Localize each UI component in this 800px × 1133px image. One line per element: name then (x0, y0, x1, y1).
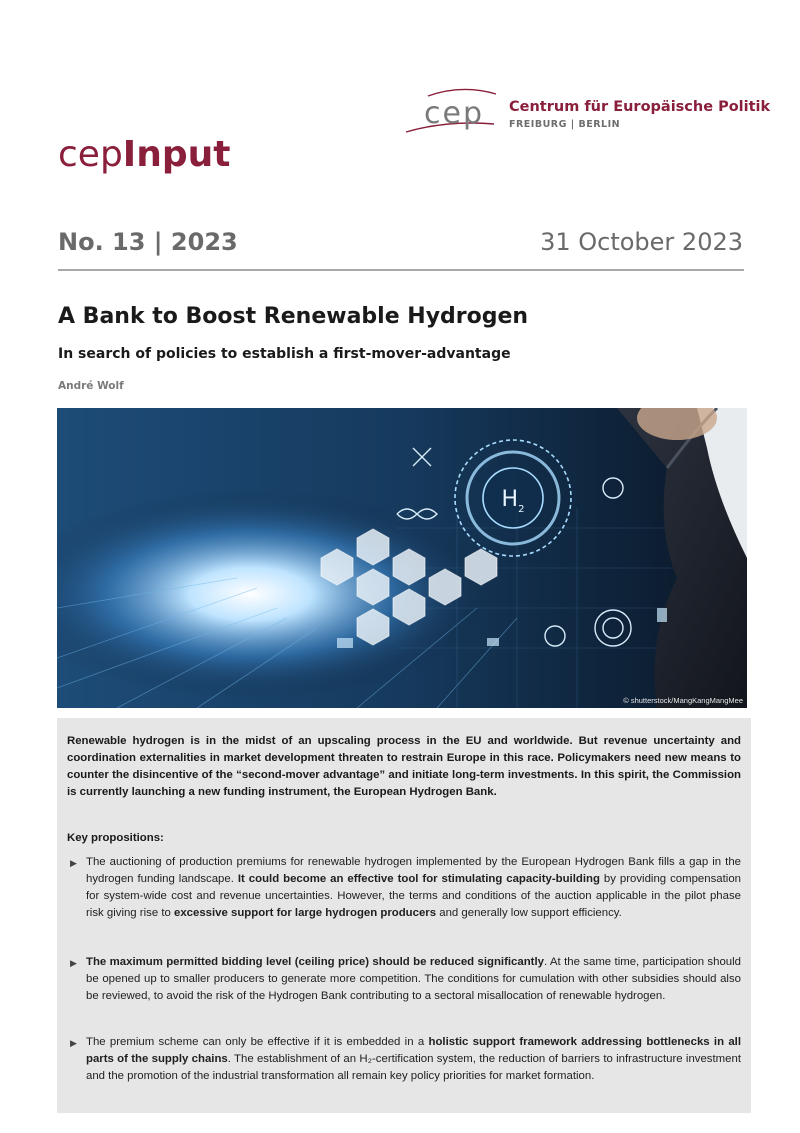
triangle-bullet-icon: ▶ (70, 958, 77, 968)
series-title (58, 134, 230, 175)
summary-intro: Renewable hydrogen is in the midst of an upscaling process in the EU and worldwide. But revenue uncertainty and coordination externalities in market development threaten to restrain Europe in this race. Policymakers need new means to counter the disincentive of the “second-mover advantage” and initiate long-term investments. In this spirit, the Commission is currently launching a new funding instrument, the European Hydrogen Bank. (67, 735, 741, 798)
article-title: A Bank to Boost Renewable Hydrogen (58, 304, 529, 329)
publication-date: 31 October 2023 (540, 228, 743, 256)
hex-label-sub: 2 (518, 504, 525, 515)
organisation-cities: FREIBURG | BERLIN (509, 119, 621, 130)
article-author: André Wolf (58, 380, 124, 392)
cep-logo-mark (402, 84, 512, 138)
proposition-2: The maximum permitted bidding level (ceiling price) should be reduced significantly. At the same time, participation should be opened up to smaller producers to generate more competition. The conditions for cumulation with other subsidies should also be reviewed, to avoid the risk of the Hydrogen Bank contributing to a sectoral misallocation of renewable hydrogen. (86, 956, 741, 1002)
logo-mark-text: cep (424, 96, 484, 131)
series-name: Input (122, 134, 231, 175)
cep-logo (402, 84, 771, 138)
issue-number: No. 13 | 2023 (58, 228, 238, 256)
organisation-name: Centrum für Europäische Politik (509, 99, 771, 115)
proposition-1: The auctioning of production premiums for renewable hydrogen implemented by the European Hydrogen Bank fills a gap in the hydrogen funding landscape. It could become an effective tool for stimulating capacity-building by providing compensation for system-wide cost and revenue uncertainties. However, the terms and conditions of the auction applicable in the pilot phase risk giving rise to excessive support for large hydrogen producers and generally low support efficiency. (86, 856, 741, 919)
hex-label: H (501, 487, 519, 512)
hydrogen-technology-illustration (57, 408, 747, 708)
image-credit: © shutterstock/MangKangMangMee (623, 696, 743, 705)
triangle-bullet-icon: ▶ (70, 858, 77, 868)
hero-image (57, 408, 747, 708)
triangle-bullet-icon: ▶ (70, 1038, 77, 1048)
key-propositions-heading: Key propositions: (67, 832, 164, 844)
header-divider (58, 269, 744, 271)
article-subtitle: In search of policies to establish a first-mover-advantage (58, 346, 511, 362)
series-prefix: cep (58, 134, 123, 175)
proposition-3: The premium scheme can only be effective if it is embedded in a holistic support framework addressing bottlenecks in all parts of the supply chains. The establishment of an H₂-certification system, the reduction of barriers to infrastructure investment and the promotion of the industrial transformation all remain key policy priorities for market formation. (86, 1036, 741, 1082)
